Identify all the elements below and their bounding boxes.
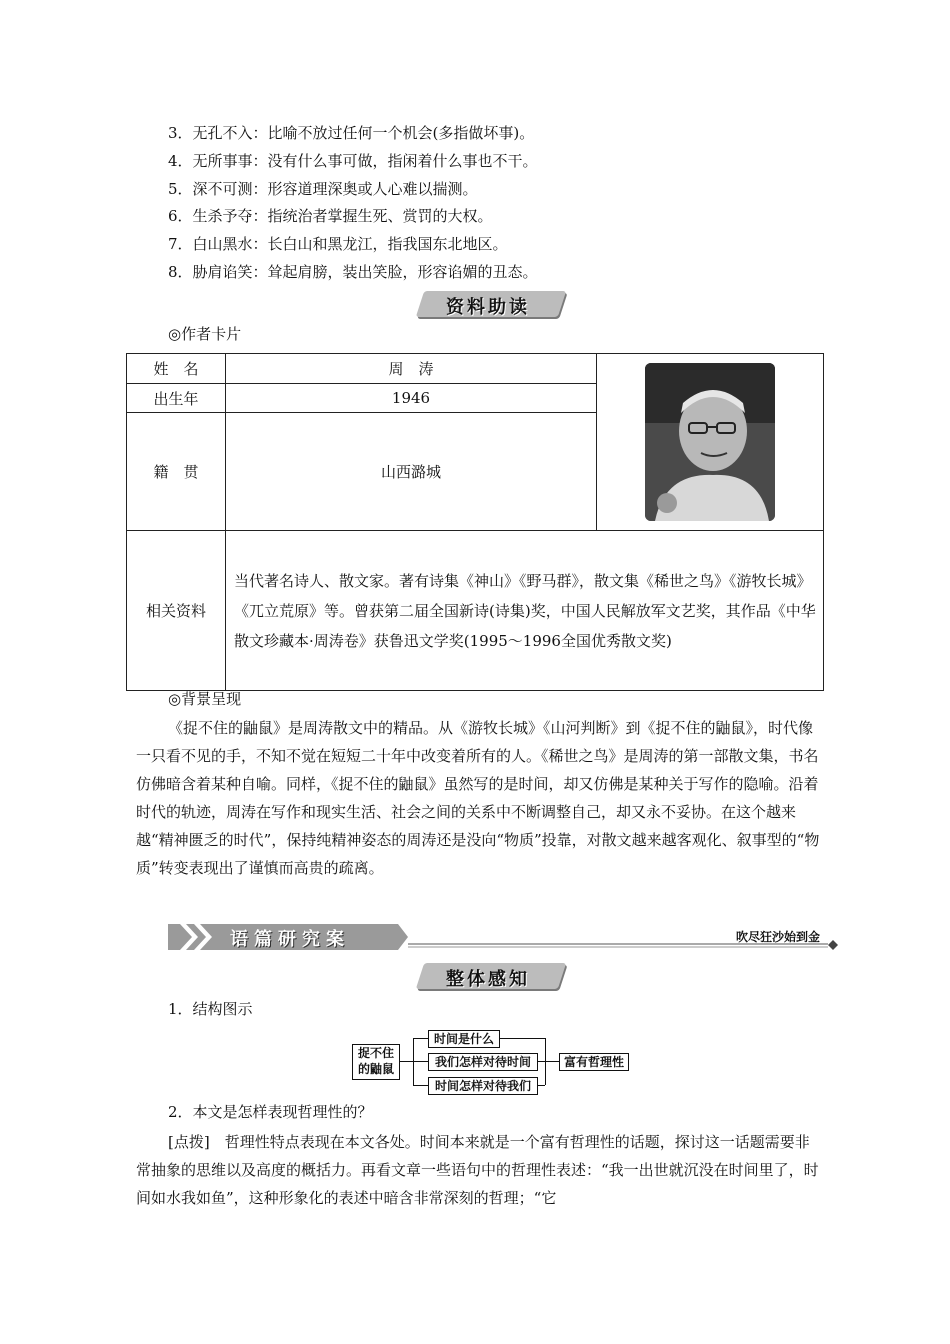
- author-card-heading: ◎作者卡片: [168, 325, 242, 343]
- info-value: 当代著名诗人、散文家。著有诗集《神山》《野马群》，散文集《稀世之鸟》《游牧长城》《兀立荒原》等。曾获第二届全国新诗(诗集)奖，中国人民解放军文艺奖，其作品《中华散文珍藏本·周涛卷》获鲁迅文学奖(1995～1996全国优秀散文奖): [226, 531, 824, 691]
- connector: [413, 1085, 428, 1086]
- birth-label: 出生年: [127, 384, 226, 413]
- question-heading: 2．本文是怎样表现哲理性的？: [168, 1103, 373, 1121]
- name-value: 周 涛: [226, 354, 597, 384]
- structure-result: 富有哲理性: [559, 1053, 629, 1071]
- connector: [537, 1061, 545, 1062]
- structure-root-line2: 的鼬鼠: [357, 1062, 394, 1076]
- structure-root: [352, 1044, 400, 1080]
- idiom-item: 4．无所事事：没有什么事可做，指闲着什么事也不干。: [168, 152, 538, 170]
- overall-banner-title: 整体感知: [446, 969, 530, 990]
- idiom-item: 8．胁肩谄笑：耸起肩膀，装出笑脸，形容谄媚的丑态。: [168, 263, 538, 281]
- structure-branch: 时间怎样对待我们: [428, 1077, 538, 1095]
- structure-root-line1: 捉不住: [357, 1046, 394, 1060]
- section-slogan: 吹尽狂沙始到金: [736, 930, 821, 944]
- birth-value: 1946: [226, 384, 597, 413]
- structure-branch: 时间是什么: [428, 1030, 500, 1048]
- section-band: [168, 924, 840, 950]
- author-card-table: [126, 353, 824, 691]
- structure-branch: 我们怎样对待时间: [428, 1053, 538, 1071]
- section-title: 语篇研究案: [230, 929, 350, 950]
- author-photo: [645, 363, 775, 521]
- origin-value: 山西潞城: [226, 413, 597, 531]
- idiom-item: 6．生杀予夺：指统治者掌握生死、赏罚的大权。: [168, 207, 493, 225]
- author-portrait-icon: [645, 363, 775, 521]
- background-heading: ◎背景呈现: [168, 690, 242, 708]
- reading-banner-title: 资料助读: [446, 297, 530, 318]
- connector: [399, 1061, 413, 1062]
- connector: [537, 1085, 545, 1086]
- photo-cell: [597, 354, 824, 531]
- connector: [499, 1038, 545, 1039]
- question-hint: [点拨] 哲理性特点表现在本文各处。时间本来就是一个富有哲理性的话题，探讨这一话题需要非常抽象的思维以及高度的概括力。再看文章一些语句中的哲理性表述：“我一出世就沉没在时间里了，时间如水我如鱼”，这种形象化的表述中暗含非常深刻的哲理；“它: [136, 1133, 819, 1207]
- background-paragraph: 《捉不住的鼬鼠》是周涛散文中的精品。从《游牧长城》《山河判断》到《捉不住的鼬鼠》，时代像一只看不见的手，不知不觉在短短二十年中改变着所有的人。《稀世之鸟》是周涛的第一部散文集，书名仿佛暗含着某种自喻。同样，《捉不住的鼬鼠》虽然写的是时间，却又仿佛是某种关于写作的隐喻。沿着时代的轨迹，周涛在写作和现实生活、社会之间的关系中不断调整自己，却又永不妥协。在这个越来越“精神匮乏的时代”，保持纯精神姿态的周涛还是没向“物质”投靠，对散文越来越客观化、叙事型的“物质”转变表现出了谨慎而高贵的疏离。: [136, 719, 820, 877]
- connector: [413, 1038, 428, 1039]
- origin-label: 籍 贯: [127, 413, 226, 531]
- connector: [545, 1061, 559, 1062]
- idiom-item: 5．深不可测：形容道理深奥或人心难以揣测。: [168, 180, 478, 198]
- name-label: 姓 名: [127, 354, 226, 384]
- connector: [413, 1061, 428, 1062]
- idiom-item: 7．白山黑水：长白山和黑龙江，指我国东北地区。: [168, 235, 508, 253]
- info-label: 相关资料: [127, 531, 226, 691]
- idiom-item: 3．无孔不入：比喻不放过任何一个机会(多指做坏事)。: [168, 124, 535, 142]
- structure-heading: 1．结构图示: [168, 1000, 253, 1018]
